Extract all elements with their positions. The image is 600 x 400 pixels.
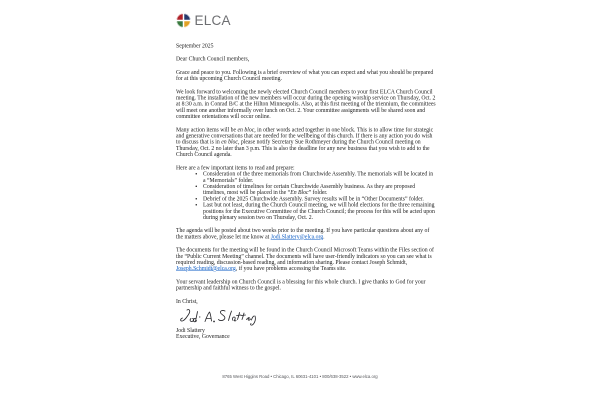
- list-intro: Here are a few important items to read and prepare:: [176, 164, 295, 171]
- paragraph-welcome: We look forward to welcoming the newly elected Church Council members to your first ELCA Church Council meeting. The installation of the new members will occur during the opening worship service on Thursday, Oct. 2 at 8:30 a.m. in Conrad B/C at the Hilton Minneapolis. Also, at this first meeting of the triennium, the committees will meet one another informally over lunch on Oct. 2. Your committee assignments will be shared soon and committee orientations will occur online.: [176, 88, 436, 120]
- sender-name: Jodi Slattery: [176, 327, 205, 334]
- email-link-joseph[interactable]: Joseph.Schmidt@elca.org: [176, 265, 236, 272]
- sender-title: Executive, Governance: [176, 333, 230, 340]
- list-item: • Last but not least, during the Church Council meeting, we will hold elections for the three remaining positions for the Executive Committee of the Church Council; the process for this will be acted upon during plenary session two on Thursday, Oct. 2.: [202, 202, 436, 221]
- list-item: • Consideration of the three memorials from Churchwide Assembly. The memorials will be located in a “Memorials” folder.: [202, 171, 436, 183]
- paragraph-agenda: The agenda will be posted about two weeks prior to the meeting. If you have particular questions about any of the matters above, please let me know at Jodi.Slattery@elca.org.: [176, 227, 430, 240]
- paragraph-documents: The documents for the meeting will be found in the Church Council Microsoft Teams within the Files section of the “Public Current Meeting” channel. The documents will have user-friendly indicators so you can see what is required reading, discussion-based reading, and information sharing. Please contact Joseph Schmidt, Joseph.Schmidt@elca.org, if you have problems accessing the Teams site.: [176, 247, 434, 272]
- prepare-items-list: [176, 171, 436, 221]
- letterhead-footer: 8765 West Higgins Road • Chicago, IL 60631-4101 • 800/638-3522 • www.elca.org: [222, 374, 378, 379]
- list-item: • Consideration of timelines for certain Churchwide Assembly business. As they are proposed timelines, most will be placed in the “En Bloc” folder.: [202, 183, 436, 195]
- paragraph-en-bloc: Many action items will be en bloc, in other words acted together in one block. This is to allow time for strategic and generative conversations that are needed for the wellbeing of this church. If there is any action you do wish to discuss that is in en bloc, please notify Secretary Sue Rothmeyer during the Church Council meeting on Thursday, Oct. 2 no later than 3 p.m. This is also the deadline for any new business that you wish to add to the Church Council agenda.: [176, 126, 434, 158]
- list-item: • Debrief of the 2025 Churchwide Assembly. Survey results will be in “Other Documents” folder.: [202, 196, 436, 202]
- letter-body: [176, 13, 436, 340]
- elca-emblem-icon: [176, 13, 191, 28]
- closing: In Christ,: [176, 298, 198, 305]
- paragraph-thanks: Your servant leadership on Church Council is a blessing for this whole church. I give thanks to God for your partnership and faithful witness to the gospel.: [176, 278, 426, 292]
- signature-handwriting: [179, 307, 262, 327]
- elca-wordmark: ELCA: [194, 13, 231, 28]
- email-link-jodi[interactable]: Jodi.Slattery@elca.org: [270, 233, 324, 240]
- paragraph-overview: Grace and peace to you. Following is a brief overview of what you can expect and what you should be prepared for at this upcoming Church Council meeting.: [176, 69, 434, 82]
- salutation: Dear Church Council members,: [176, 56, 250, 63]
- elca-logo: [176, 13, 436, 28]
- letter-date: September 2025: [176, 43, 214, 49]
